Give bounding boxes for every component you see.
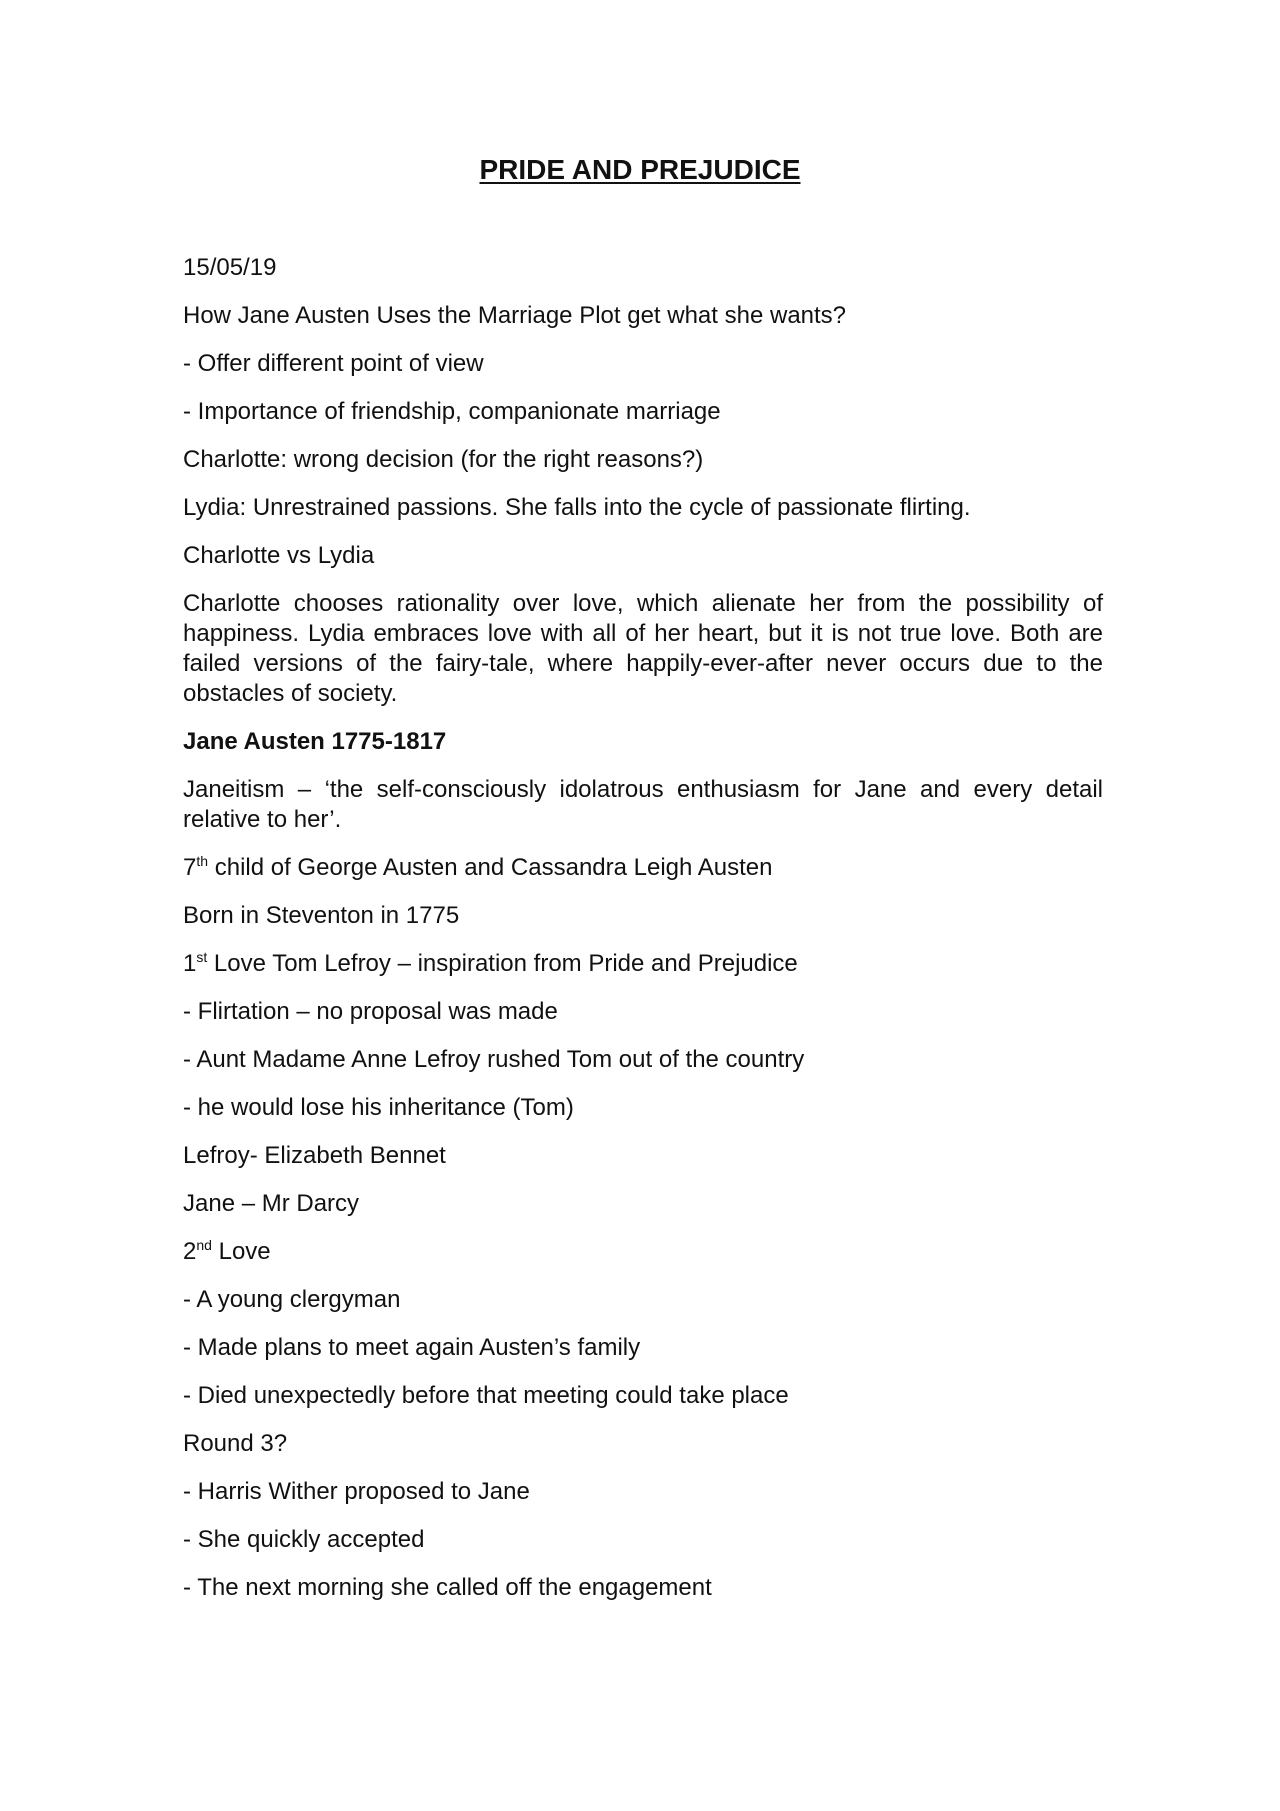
ordinal-number: 7 xyxy=(183,854,197,881)
seventh-child-line xyxy=(183,853,1103,883)
ordinal-number: 2 xyxy=(183,1238,197,1265)
question-line: How Jane Austen Uses the Marriage Plot get what she wants? xyxy=(183,302,847,329)
document-title: PRIDE AND PREJUDICE xyxy=(479,154,801,185)
lefroy-line: Lefroy- Elizabeth Bennet xyxy=(183,1142,446,1169)
date-line: 15/05/19 xyxy=(183,254,277,281)
bullet-point: - The next morning she called off the engagement xyxy=(183,1574,712,1601)
lydia-line: Lydia: Unrestrained passions. She falls into the cycle of passionate flirting. xyxy=(183,494,971,521)
comparison-heading: Charlotte vs Lydia xyxy=(183,542,375,569)
ordinal-suffix: th xyxy=(196,853,209,869)
bullet-point: - She quickly accepted xyxy=(183,1526,425,1553)
bullet-point: - Died unexpectedly before that meeting could take place xyxy=(183,1382,789,1409)
jane-line: Jane – Mr Darcy xyxy=(183,1190,360,1217)
born-line: Born in Steventon in 1775 xyxy=(183,902,460,929)
first-love-line xyxy=(183,949,1103,979)
line-text: Love Tom Lefroy – inspiration from Pride and Prejudice xyxy=(207,950,798,977)
ordinal-suffix: st xyxy=(196,949,208,965)
janeitism-paragraph: Janeitism – ‘the self-consciously idolatrous enthusiasm for Jane and every detail relative to her’. xyxy=(183,776,1103,833)
bullet-point: - he would lose his inheritance (Tom) xyxy=(183,1094,574,1121)
ordinal-number: 1 xyxy=(183,950,197,977)
round-three-heading: Round 3? xyxy=(183,1430,288,1457)
line-text: Love xyxy=(211,1238,271,1265)
author-heading: Jane Austen 1775-1817 xyxy=(183,728,447,755)
charlotte-line: Charlotte: wrong decision (for the right reasons?) xyxy=(183,446,704,473)
bullet-point: - A young clergyman xyxy=(183,1286,401,1313)
bullet-point: - Offer different point of view xyxy=(183,350,484,377)
document-body xyxy=(183,253,1103,1621)
line-text: child of George Austen and Cassandra Leigh Austen xyxy=(208,854,773,881)
ordinal-suffix: nd xyxy=(196,1237,212,1253)
bullet-point: - Flirtation – no proposal was made xyxy=(183,998,558,1025)
bullet-point: - Importance of friendship, companionate marriage xyxy=(183,398,721,425)
comparison-paragraph: Charlotte chooses rationality over love, which alienate her from the possibility of happiness. Lydia embraces love with all of her heart, but it is not true love. Both are failed versions of the fairy-tale, where happily-ever-after never occurs due to the obstacles of society. xyxy=(183,590,1103,707)
bullet-point: - Harris Wither proposed to Jane xyxy=(183,1478,530,1505)
bullet-point: - Aunt Madame Anne Lefroy rushed Tom out of the country xyxy=(183,1046,805,1073)
bullet-point: - Made plans to meet again Austen’s family xyxy=(183,1334,641,1361)
second-love-line xyxy=(183,1237,1103,1267)
